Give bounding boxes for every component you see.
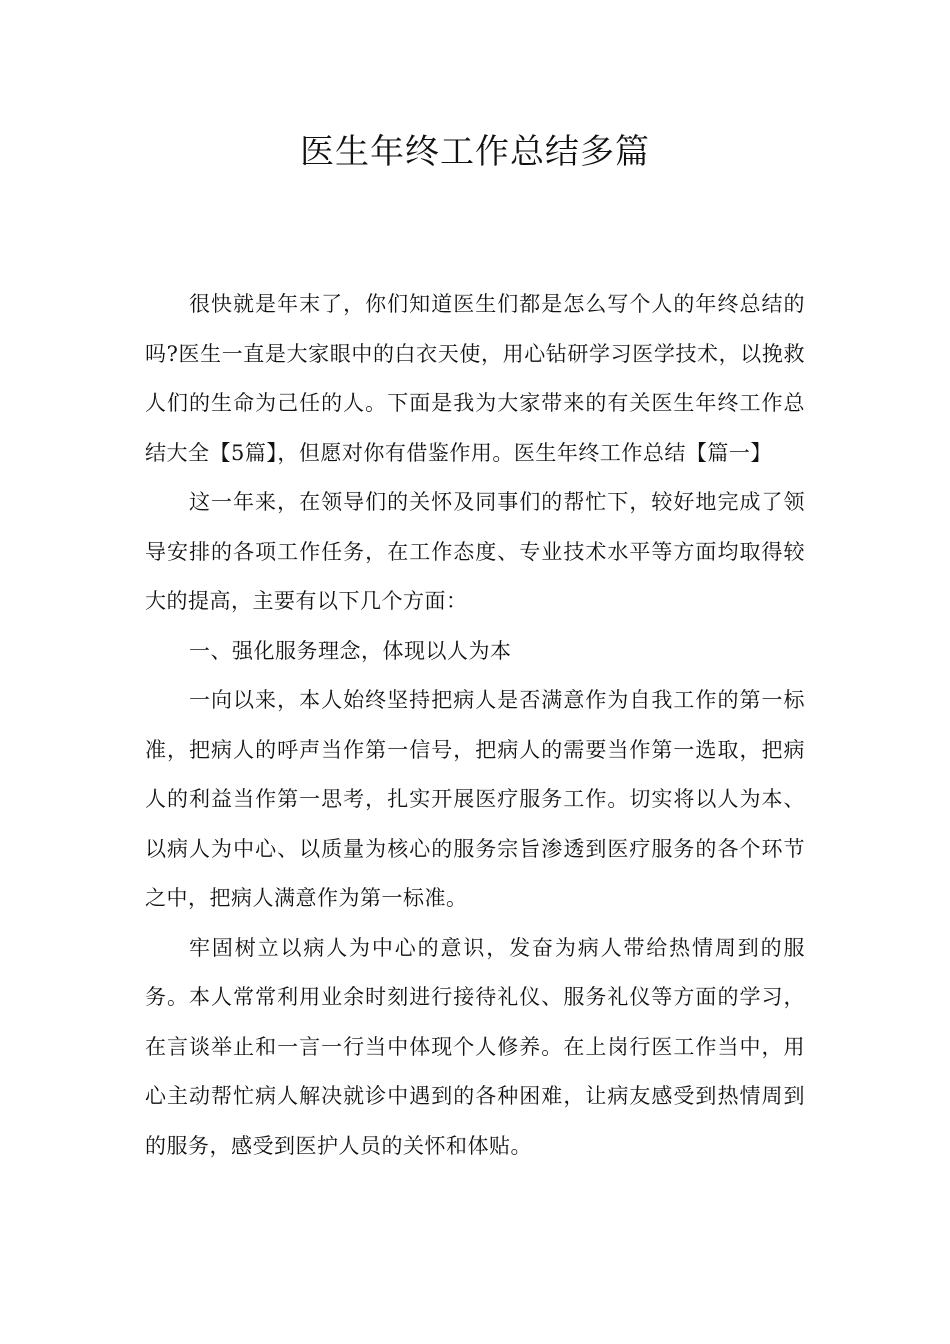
document-title: 医生年终工作总结多篇	[300, 132, 650, 172]
section-heading: 一、强化服务理念，体现以人为本	[189, 638, 512, 663]
document-body	[145, 280, 805, 1171]
service-paragraph: 一向以来，本人始终坚持把病人是否满意作为自我工作的第一标准，把病人的呼声当作第一信号，把病人的需要当作第一选取，把病人的利益当作第一思考，扎实开展医疗服务工作。切实将以人为本、以病人为中心、以质量为核心的服务宗旨渗透到医疗服务的各个环节之中，把病人满意作为第一标准。	[145, 688, 805, 910]
summary-paragraph: 这一年来，在领导们的关怀及同事们的帮忙下，较好地完成了领导安排的各项工作任务，在工作态度、专业技术水平等方面均取得较大的提高，主要有以下几个方面：	[145, 490, 805, 613]
intro-paragraph: 很快就是年末了，你们知道医生们都是怎么写个人的年终总结的吗?医生一直是大家眼中的白衣天使，用心钻研学习医学技术，以挽救人们的生命为己任的人。下面是我为大家带来的有关医生年终工作总结大全【5篇】，但愿对你有借鉴作用。医生年终工作总结【篇一】	[145, 292, 805, 465]
patient-care-paragraph: 牢固树立以病人为中心的意识，发奋为病人带给热情周到的服务。本人常常利用业余时刻进行接待礼仪、服务礼仪等方面的学习，在言谈举止和一言一行当中体现个人修养。在上岗行医工作当中，用心主动帮忙病人解决就诊中遇到的各种困难，让病友感受到热情周到的服务，感受到医护人员的关怀和体贴。	[145, 935, 805, 1158]
